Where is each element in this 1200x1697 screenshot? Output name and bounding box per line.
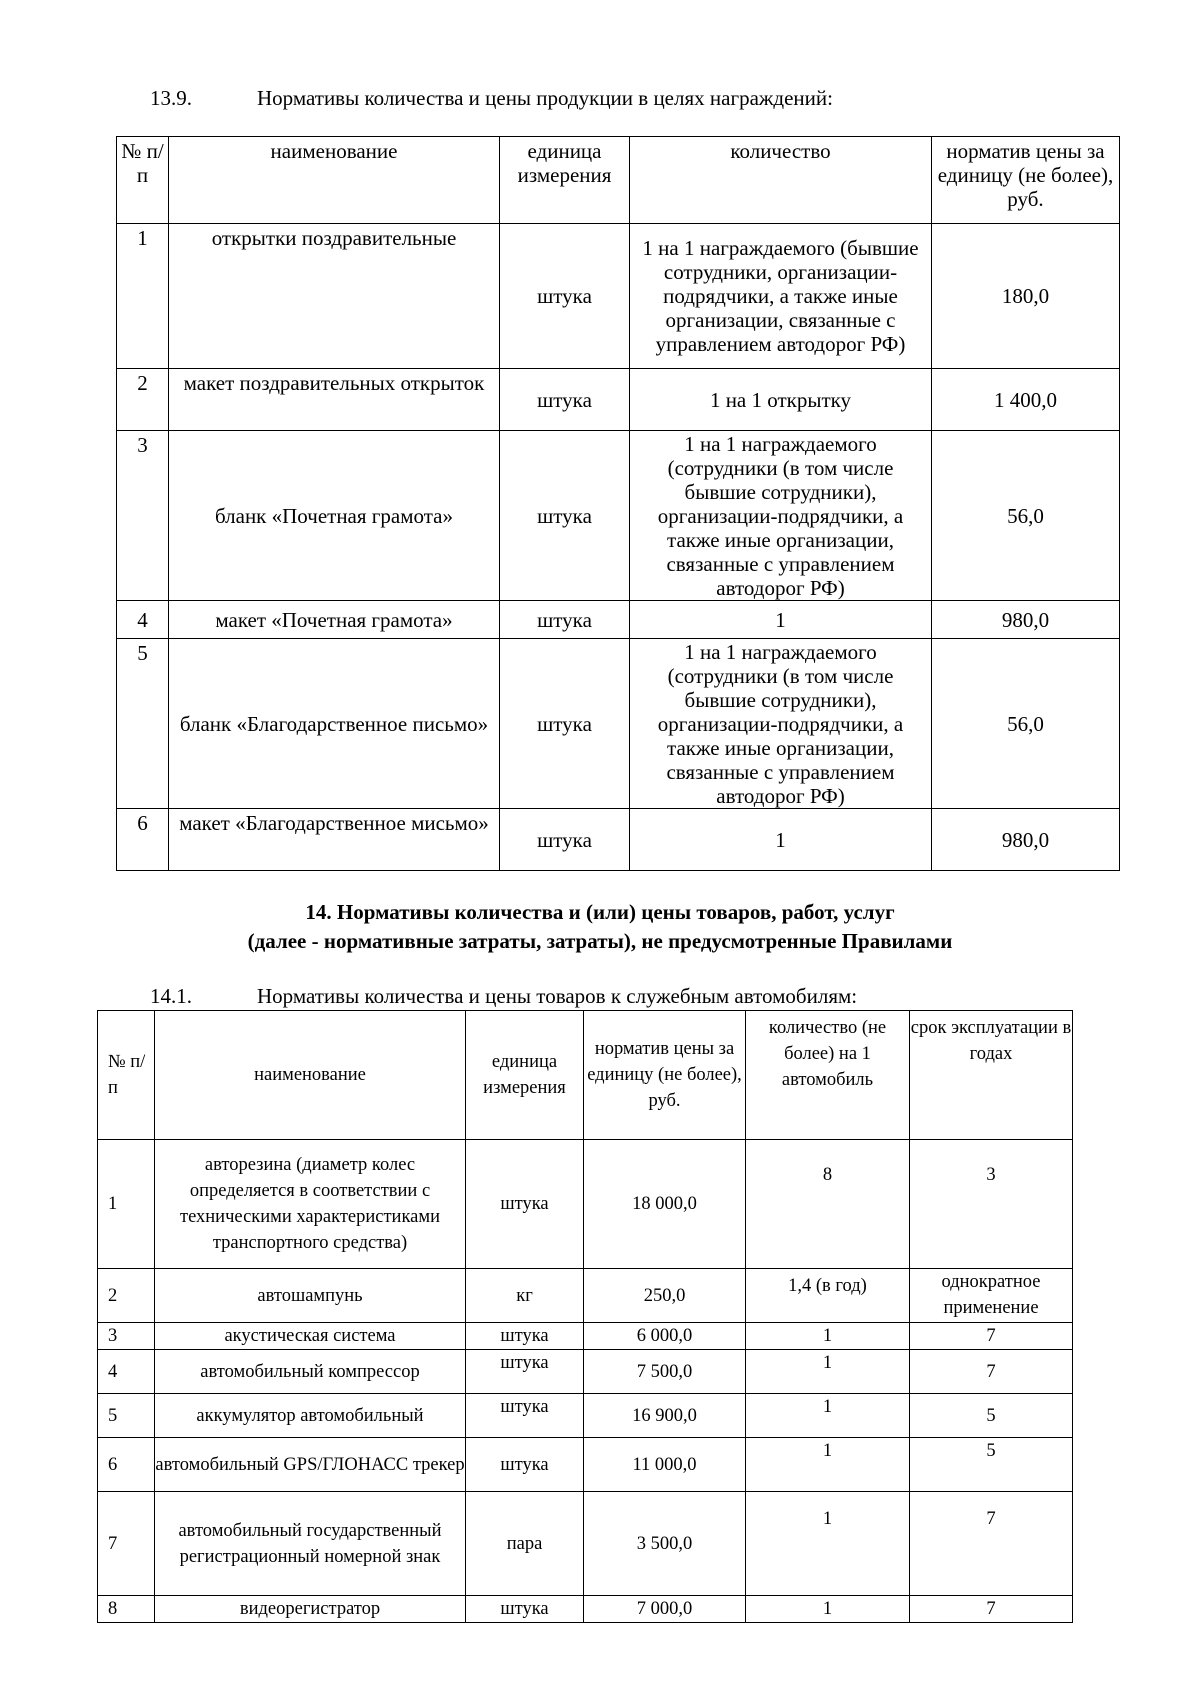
row-name: автомобильный государственный регистрационный номерной знак bbox=[155, 1492, 466, 1596]
row-qty: 1 bbox=[746, 1596, 910, 1623]
row-unit: штука bbox=[500, 431, 630, 601]
row-price: 3 500,0 bbox=[584, 1492, 746, 1596]
row-num: 5 bbox=[98, 1394, 155, 1438]
row-name: автомобильный GPS/ГЛОНАСС трекер bbox=[155, 1438, 466, 1492]
row-unit: штука bbox=[500, 601, 630, 639]
table-row bbox=[98, 1140, 1073, 1269]
row-name: автошампунь bbox=[155, 1269, 466, 1323]
awards-table bbox=[116, 136, 1120, 871]
row-life: однократное применение bbox=[910, 1269, 1073, 1323]
header-num: № п/п bbox=[117, 137, 169, 224]
table-header-row bbox=[98, 1011, 1073, 1140]
header-num: № п/п bbox=[98, 1011, 155, 1140]
row-name: автомобильный компрессор bbox=[155, 1350, 466, 1394]
table-row bbox=[98, 1438, 1073, 1492]
row-num: 3 bbox=[117, 431, 169, 601]
row-qty: 1 bbox=[746, 1492, 910, 1596]
table-header-row bbox=[117, 137, 1120, 224]
row-life: 7 bbox=[910, 1323, 1073, 1350]
table-row bbox=[98, 1596, 1073, 1623]
row-price: 980,0 bbox=[932, 809, 1120, 871]
row-qty: 1 bbox=[746, 1438, 910, 1492]
row-price: 250,0 bbox=[584, 1269, 746, 1323]
row-name: бланк «Благодарственное письмо» bbox=[169, 639, 500, 809]
header-life: срок эксплуатации в годах bbox=[910, 1011, 1073, 1140]
row-qty: 1 на 1 награждаемого (сотрудники (в том числе бывшие сотрудники), организации-подрядчики, а также иные организации, связанные с управлением автодорог РФ) bbox=[630, 431, 932, 601]
row-life: 7 bbox=[910, 1492, 1073, 1596]
table-row bbox=[117, 224, 1120, 369]
row-unit: кг bbox=[466, 1269, 584, 1323]
row-price: 56,0 bbox=[932, 431, 1120, 601]
row-num: 3 bbox=[98, 1323, 155, 1350]
row-qty: 1 bbox=[630, 809, 932, 871]
row-price: 18 000,0 bbox=[584, 1140, 746, 1269]
row-price: 56,0 bbox=[932, 639, 1120, 809]
row-unit: штука bbox=[466, 1323, 584, 1350]
row-unit: штука bbox=[466, 1140, 584, 1269]
row-price: 11 000,0 bbox=[584, 1438, 746, 1492]
row-price: 7 500,0 bbox=[584, 1350, 746, 1394]
table-row bbox=[117, 431, 1120, 601]
row-qty: 1 на 1 награждаемого (бывшие сотрудники, организации-подрядчики, а также иные организации, связанные с управлением автодорог РФ) bbox=[630, 224, 932, 369]
row-life: 3 bbox=[910, 1140, 1073, 1269]
row-life: 5 bbox=[910, 1438, 1073, 1492]
table-row bbox=[117, 639, 1120, 809]
row-num: 6 bbox=[117, 809, 169, 871]
row-price: 180,0 bbox=[932, 224, 1120, 369]
row-qty: 1 bbox=[746, 1394, 910, 1438]
row-name: макет «Почетная грамота» bbox=[169, 601, 500, 639]
section-14-1-number: 14.1. bbox=[150, 984, 192, 1008]
row-num: 1 bbox=[117, 224, 169, 369]
table-row bbox=[98, 1492, 1073, 1596]
section-13-9-number: 13.9. bbox=[150, 86, 192, 110]
section-13-9-title: Нормативы количества и цены продукции в целях награждений: bbox=[257, 86, 833, 110]
row-life: 5 bbox=[910, 1394, 1073, 1438]
row-num: 2 bbox=[117, 369, 169, 431]
row-unit: штука bbox=[500, 369, 630, 431]
header-price: норматив цены за единицу (не более), руб. bbox=[932, 137, 1120, 224]
row-name: макет поздравительных открыток bbox=[169, 369, 500, 431]
table-row bbox=[98, 1269, 1073, 1323]
row-qty: 1 bbox=[630, 601, 932, 639]
row-num: 4 bbox=[117, 601, 169, 639]
row-num: 6 bbox=[98, 1438, 155, 1492]
header-qty: количество (не более) на 1 автомобиль bbox=[746, 1011, 910, 1140]
row-name: видеорегистратор bbox=[155, 1596, 466, 1623]
table-row bbox=[117, 809, 1120, 871]
row-life: 7 bbox=[910, 1596, 1073, 1623]
section-14-1-title: Нормативы количества и цены товаров к служебным автомобилям: bbox=[257, 984, 858, 1008]
row-name: авторезина (диаметр колес определяется в соответствии с техническими характеристиками транспортного средства) bbox=[155, 1140, 466, 1269]
table-row bbox=[98, 1394, 1073, 1438]
row-price: 7 000,0 bbox=[584, 1596, 746, 1623]
row-qty: 1 bbox=[746, 1350, 910, 1394]
row-num: 2 bbox=[98, 1269, 155, 1323]
row-name: аккумулятор автомобильный bbox=[155, 1394, 466, 1438]
header-name: наименование bbox=[155, 1011, 466, 1140]
table-row bbox=[117, 601, 1120, 639]
row-name: акустическая система bbox=[155, 1323, 466, 1350]
header-unit: единица измерения bbox=[500, 137, 630, 224]
table-row bbox=[98, 1350, 1073, 1394]
section-14-title-line1: 14. Нормативы количества и (или) цены товаров, работ, услуг bbox=[305, 900, 895, 924]
row-num: 7 bbox=[98, 1492, 155, 1596]
row-name: бланк «Почетная грамота» bbox=[169, 431, 500, 601]
table-row bbox=[98, 1323, 1073, 1350]
row-price: 1 400,0 bbox=[932, 369, 1120, 431]
row-num: 5 bbox=[117, 639, 169, 809]
row-qty: 1 bbox=[746, 1323, 910, 1350]
table-row bbox=[117, 369, 1120, 431]
row-price: 980,0 bbox=[932, 601, 1120, 639]
row-name: открытки поздравительные bbox=[169, 224, 500, 369]
section-14-title-line2: (далее - нормативные затраты, затраты), не предусмотренные Правилами bbox=[247, 929, 953, 953]
row-unit: штука bbox=[466, 1596, 584, 1623]
row-qty: 1 на 1 открытку bbox=[630, 369, 932, 431]
header-unit: единица измерения bbox=[466, 1011, 584, 1140]
row-num: 4 bbox=[98, 1350, 155, 1394]
header-name: наименование bbox=[169, 137, 500, 224]
row-num: 1 bbox=[98, 1140, 155, 1269]
row-qty: 1,4 (в год) bbox=[746, 1269, 910, 1323]
row-qty: 8 bbox=[746, 1140, 910, 1269]
row-price: 16 900,0 bbox=[584, 1394, 746, 1438]
row-unit: штука bbox=[500, 224, 630, 369]
row-life: 7 bbox=[910, 1350, 1073, 1394]
row-unit: штука bbox=[466, 1394, 584, 1438]
row-qty: 1 на 1 награждаемого (сотрудники (в том числе бывшие сотрудники), организации-подрядчики, а также иные организации, связанные с управлением автодорог РФ) bbox=[630, 639, 932, 809]
row-num: 8 bbox=[98, 1596, 155, 1623]
header-price: норматив цены за единицу (не более), руб. bbox=[584, 1011, 746, 1140]
row-name: макет «Благодарственное мисьмо» bbox=[169, 809, 500, 871]
row-unit: штука bbox=[500, 639, 630, 809]
row-unit: штука bbox=[466, 1438, 584, 1492]
row-unit: штука bbox=[500, 809, 630, 871]
row-price: 6 000,0 bbox=[584, 1323, 746, 1350]
car-goods-table bbox=[97, 1010, 1073, 1623]
row-unit: пара bbox=[466, 1492, 584, 1596]
row-unit: штука bbox=[466, 1350, 584, 1394]
header-qty: количество bbox=[630, 137, 932, 224]
